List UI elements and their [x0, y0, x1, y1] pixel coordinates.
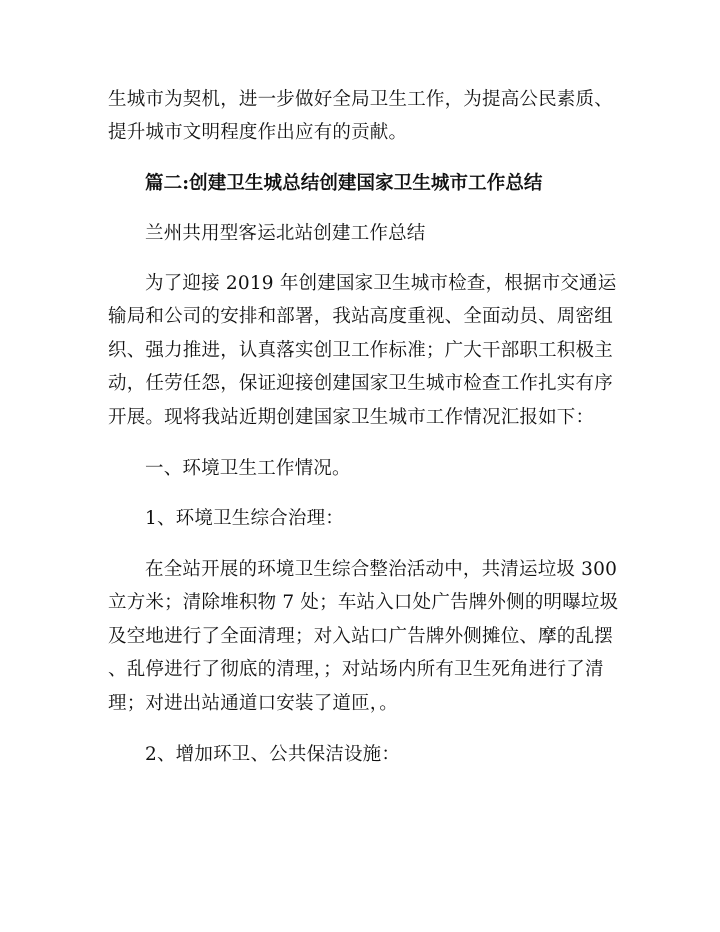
document-subtitle: 兰州共用型客运北站创建工作总结 — [145, 223, 426, 244]
section-heading: 篇二:创建卫生城总结创建国家卫生城市工作总结 — [145, 173, 543, 194]
intro-line-2: 提升城市文明程度作出应有的贡献。 — [108, 122, 408, 143]
paragraph-2-line-2: 立方米；清除堆积物 7 处；车站入口处广告牌外侧的明曝垃圾 — [108, 592, 619, 613]
paragraph-1-line-3: 织、强力推进，认真落实创卫工作标准；广大干部职工积极主 — [108, 340, 613, 361]
intro-line-1: 生城市为契机，进一步做好全局卫生工作，为提高公民素质、 — [108, 89, 613, 110]
paragraph-2-line-3: 及空地进行了全面清理；对入站口广告牌外侧摊位、摩的乱摆 — [108, 626, 613, 647]
paragraph-1-line-2: 输局和公司的安排和部署，我站高度重视、全面动员、周密组 — [108, 306, 613, 327]
paragraph-2-line-4: 、乱停进行了彻底的清理，；对站场内所有卫生死角进行了清 — [108, 659, 604, 680]
paragraph-1-line-5: 开展。现将我站近期创建国家卫生城市工作情况汇报如下： — [108, 407, 595, 428]
item-sub-heading-2: 2、增加环卫、公共保洁设施： — [145, 744, 401, 765]
item-sub-heading-1: 1、环境卫生综合治理： — [145, 508, 344, 529]
item-heading-environment: 一、环境卫生工作情况。 — [145, 458, 351, 479]
paragraph-2-line-1: 在全站开展的环境卫生综合整治活动中，共清运垃圾 300 — [145, 559, 618, 580]
paragraph-1-line-1: 为了迎接 2019 年创建国家卫生城市检查，根据市交通运 — [145, 273, 617, 294]
paragraph-1-line-4: 动，任劳任怨，保证迎接创建国家卫生城市检查工作扎实有序 — [108, 373, 613, 394]
paragraph-2-line-5: 理；对进出站通道口安装了道匝，。 — [108, 693, 398, 714]
